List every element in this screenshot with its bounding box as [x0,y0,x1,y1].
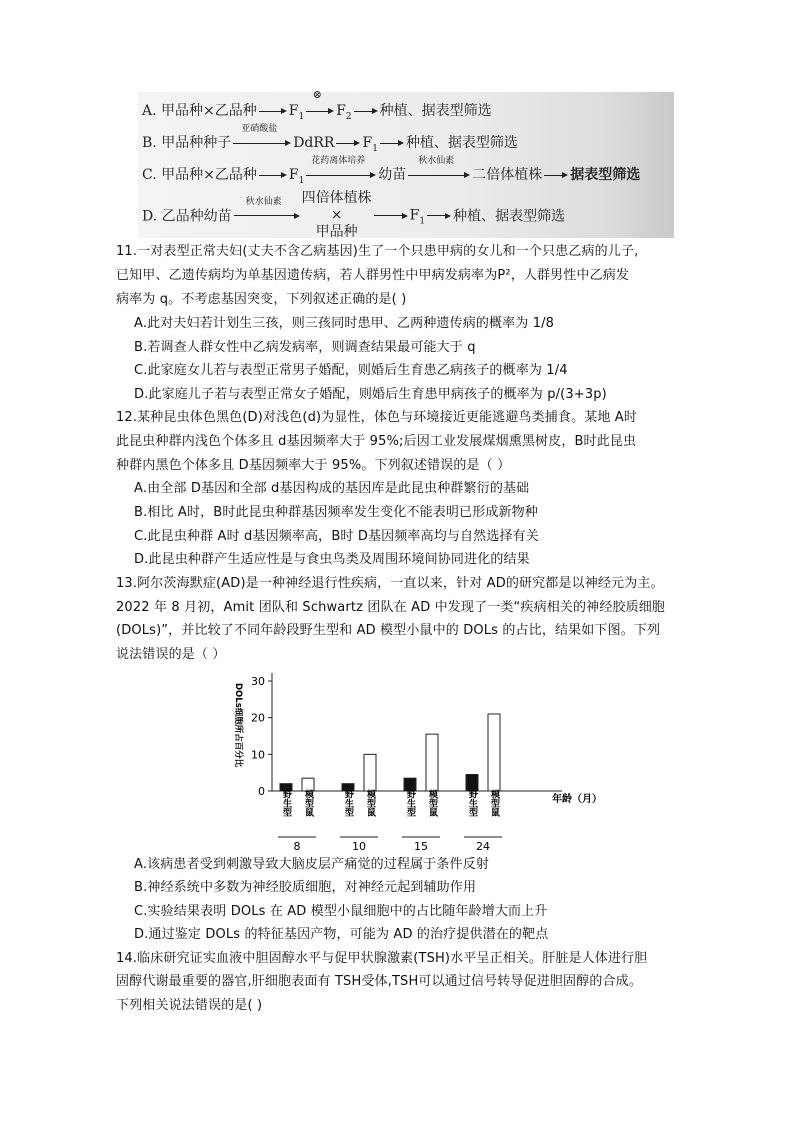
y-tick-label: 30 [251,675,265,688]
arrow [354,103,378,119]
bar-label: 模型鼠 [427,789,437,817]
option-a-line: A. 甲品种×乙品种 $F_1$ ⊗ $F_2$ 种植、据表型筛选 [142,88,492,122]
q12-option-d: D.此昆虫种群产生适应性是与食虫鸟类及周围环境间协同进化的结果 [134,552,530,567]
y-tick-label: 0 [258,785,265,798]
bar-model-10 [364,754,376,791]
arrow: 亚硝酸盐 [233,135,291,151]
bar-label: 野生型 [405,789,415,817]
q14-stem-line-3: 下列相关说法错误的是( ) [116,998,263,1013]
q11-option-c: C.此家庭女儿若与表型正常男子婚配，则婚后生育患乙病孩子的概率为 1/4 [134,363,568,378]
y-tick-label: 10 [251,748,265,762]
x-axis-label: 年龄（月） [552,794,602,805]
q11-stem-line-2: 已知甲、乙遗传病均为单基因遗传病，若人群男性中甲病发病率为P²，人群男性中乙病发 [116,268,630,283]
q13-stem-line-1: 13.阿尔茨海默症(AD)是一种神经退行性疾病，一直以来，针对 AD的研究都是以神经元为主。 [116,576,664,591]
dols-bar-chart [228,650,602,853]
arrow [380,135,404,151]
category-label: 15 [414,840,428,853]
arrow [374,208,408,224]
q12-option-b: B.相比 A时，B时此昆虫种群基因频率发生变化不能表明已形成新物种 [134,505,538,520]
arrow: 秋水仙素 [408,167,470,183]
bar-label: 模型鼠 [365,789,375,817]
bar-label: 野生型 [281,789,291,817]
bar-model-24 [488,714,500,791]
q12-stem-line-3: 种群内黑色个体多且 D基因频率大于 95%。下列叙述错误的是（ ） [116,458,511,473]
q13-option-a: A.该病患者受到刺激导致大脑皮层产痛觉的过程属于条件反射 [134,857,489,872]
q12-stem-line-1: 12.某种昆虫体色黑色(D)对浅色(d)为显性，体色与环境接近更能逃避鸟类捕食。某地 A时 [116,410,637,425]
q13-stem-line-4: 说法错误的是（ ） [116,647,226,662]
arrow [259,167,287,183]
arrow: 花药离体培养 [306,167,376,183]
q11-stem-line-3: 病率为 q。不考虑基因突变，下列叙述正确的是( ) [116,292,407,307]
option-c-line: C. 甲品种×乙品种 $F_1$ 花药离体培养 幼苗 秋水仙素 二倍体植株 据表型筛选 [142,156,641,186]
q13-option-d: D.通过鉴定 DOLs 的特征基因产物，可能为 AD 的治疗提供潜在的靶点 [134,927,549,942]
category-label: 10 [352,840,366,853]
q12-option-c: C.此昆虫种群 A时 d基因频率高，B时 D基因频率高均与自然选择有关 [134,529,539,544]
option-b-line: B. 甲品种种子 亚硝酸盐 DdRR $F_1$ 种植、据表型筛选 [142,124,518,154]
bar-label: 野生型 [467,789,477,817]
arrow: 秋水仙素 [234,208,300,224]
bar-label: 模型鼠 [303,789,313,817]
arrow [259,103,287,119]
q14-stem-line-2: 固醇代谢最重要的器官,肝细胞表面有 TSH受体,TSH可以通过信号转导促进胆固醇的合成。 [116,974,642,989]
q12-option-a: A.由全部 D基因和全部 d基因构成的基因库是此昆虫种群繁衍的基础 [134,481,530,496]
cross-stack: 四倍体植株 × 甲品种 [301,190,372,240]
breeding-options-image [138,88,674,240]
q11-option-b: B.若调查人群女性中乙病发病率，则调查结果最可能大于 q [134,340,476,355]
q14-stem-line-1: 14.临床研究证实血液中胆固醇水平与促甲状腺激素(TSH)水平呈正相关。肝脏是人体进行胆 [116,951,648,966]
q11-option-d: D.此家庭儿子若与表型正常女子婚配，则婚后生育患甲病孩子的概率为 p/(3+3p) [134,387,607,402]
option-d-line: D. 乙品种幼苗 秋水仙素 四倍体植株 × 甲品种$F_1$ 种植、据表型筛选 [142,190,566,240]
q13-option-c: C.实验结果表明 DOLs 在 AD 模型小鼠细胞中的占比随年龄增大而上升 [134,904,548,919]
q13-stem-line-2: 2022 年 8 月初，Amit 团队和 Schwartz 团队在 AD 中发现了一类“疾病相关的神经胶质细胞 [116,600,666,615]
y-tick-label: 20 [251,711,265,725]
bar-label: 野生型 [343,789,353,817]
arrow [544,167,568,183]
q11-option-a: A.此对夫妇若计划生三孩，则三孩同时患甲、乙两种遗传病的概率为 1/8 [134,316,555,331]
bar-label: 模型鼠 [489,789,499,817]
arrow [427,208,451,224]
q13-stem-line-3: (DOLs)”，并比较了不同年龄段野生型和 AD 模型小鼠中的 DOLs 的占比，结果如下图。下列 [116,623,661,638]
arrow [336,135,360,151]
bar-model-15 [426,734,438,791]
q11-stem-line-1: 11.一对表型正常夫妇(丈夫不含乙病基因)生了一个只患甲病的女儿和一个只患乙病的儿子, [116,244,639,259]
q12-stem-line-2: 此昆虫种群内浅色个体多且 d基因频率大于 95%;后因工业发展煤烟熏黑树皮，B时此昆虫 [116,434,637,449]
arrow: ⊗ [306,103,334,119]
category-label: 8 [293,840,301,853]
q13-option-b: B.神经系统中多数为神经胶质细胞，对神经元起到辅助作用 [134,880,477,895]
category-label: 24 [476,840,490,853]
y-axis-label: DOLs细胞所占百分比 [233,683,243,768]
